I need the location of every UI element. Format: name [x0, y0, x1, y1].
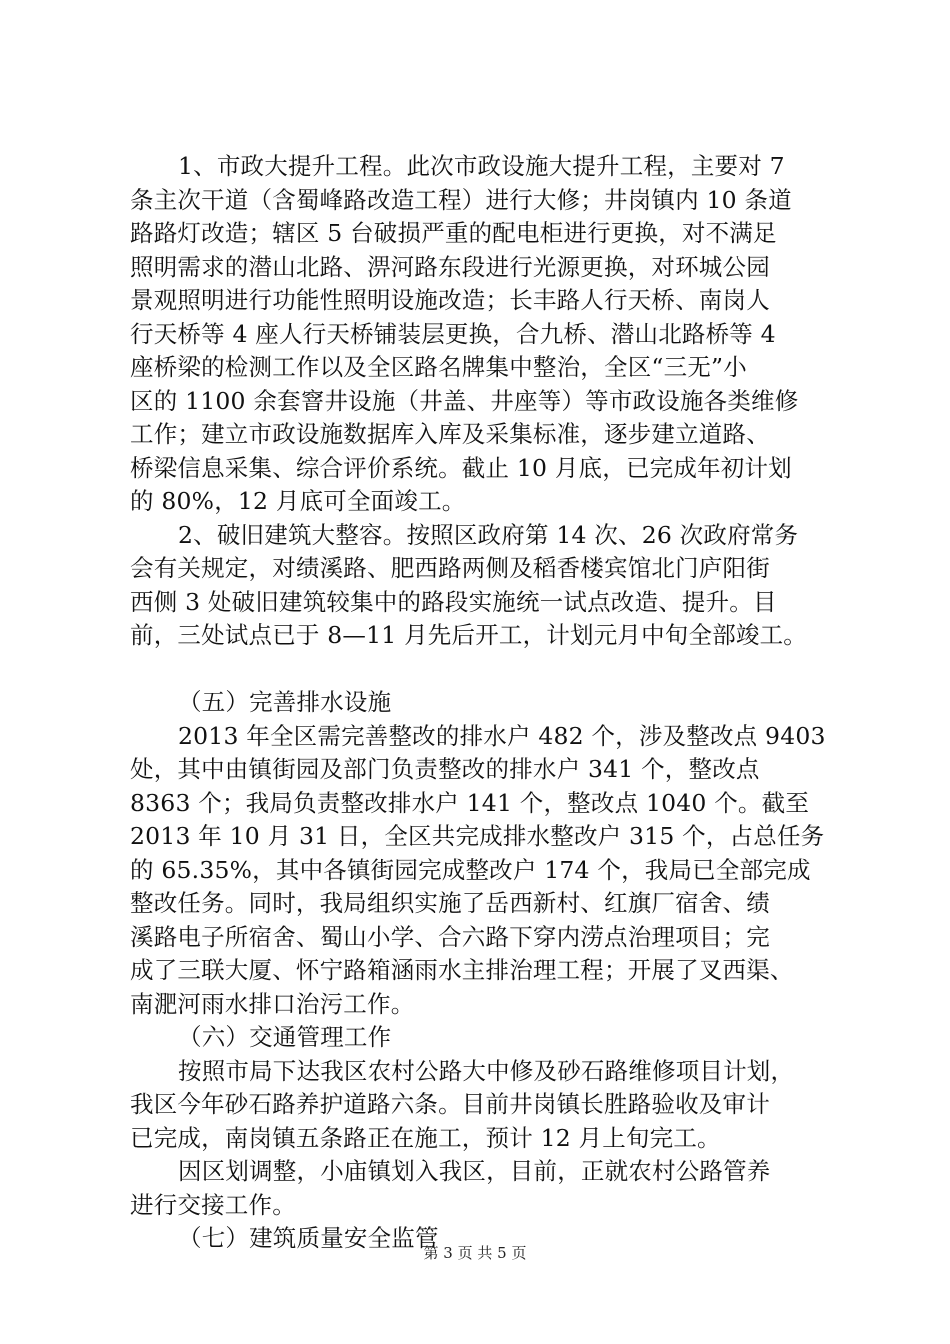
text-line: 西侧 3 处破旧建筑较集中的路段实施统一试点改造、提升。目 [130, 587, 777, 616]
text-line: 8363 个；我局负责整改排水户 141 个，整改点 1040 个。截至 [130, 788, 810, 817]
text-line: 进行交接工作。 [130, 1190, 296, 1219]
text-line: 区的 1100 余套窨井设施（井盖、井座等）等市政设施各类维修 [130, 386, 799, 415]
text-line: 照明需求的潜山北路、淠河路东段进行光源更换，对环城公园 [130, 252, 770, 281]
text-line: 桥梁信息采集、综合评价系统。截止 10 月底，已完成年初计划 [130, 453, 792, 482]
text-line: 我区今年砂石路养护道路六条。目前井岗镇长胜路验收及审计 [130, 1090, 770, 1118]
text-line: 南淝河雨水排口治污工作。 [130, 989, 415, 1018]
text-line: 2、破旧建筑大整容。按照区政府第 14 次、26 次政府常务 [178, 520, 799, 549]
text-line: 因区划调整，小庙镇划入我区，目前，正就农村公路管养 [178, 1157, 771, 1185]
text-line: 的 80%，12 月底可全面竣工。 [130, 487, 466, 515]
text-line: 整改任务。同时，我局组织实施了岳西新村、红旗厂宿舍、绩 [130, 889, 770, 917]
text-line: 座桥梁的检测工作以及全区路名牌集中整治，全区“三无”小 [130, 353, 747, 381]
blank-line [130, 653, 850, 687]
text-line: 路路灯改造；辖区 5 台破损严重的配电柜进行更换，对不满足 [130, 219, 777, 247]
text-line: （五）完善排水设施 [178, 688, 392, 716]
text-line: 处，其中由镇街园及部门负责整改的排水户 341 个，整改点 [130, 755, 760, 783]
text-line: 2013 年全区需完善整改的排水户 482 个，涉及整改点 9403 [178, 721, 826, 750]
text-line: 前，三处试点已于 8—11 月先后开工，计划元月中旬全部竣工。 [130, 621, 807, 649]
text-line: （七）建筑质量安全监管 [178, 1224, 439, 1252]
text-line: （六）交通管理工作 [178, 1023, 392, 1051]
page-footer: 第 3 页 共 5 页 [423, 1244, 527, 1262]
text-line: 工作；建立市政设施数据库入库及采集标准，逐步建立道路、 [130, 420, 770, 448]
text-line: 景观照明进行功能性照明设施改造；长丰路人行天桥、南岗人 [130, 286, 770, 314]
text-line: 的 65.35%，其中各镇街园完成整改户 174 个，我局已全部完成 [130, 855, 811, 884]
document-body [130, 150, 850, 1256]
text-line: 会有关规定，对绩溪路、肥西路两侧及稻香楼宾馆北门庐阳街 [130, 554, 770, 582]
text-line: 成了三联大厦、怀宁路箱涵雨水主排治理工程；开展了叉西渠、 [130, 956, 794, 984]
text-line: 已完成，南岗镇五条路正在施工，预计 12 月上旬完工。 [130, 1123, 721, 1152]
text-line: 溪路电子所宿舍、蜀山小学、合六路下穿内涝点治理项目；完 [130, 922, 770, 951]
text-line: 条主次干道（含蜀峰路改造工程）进行大修；井岗镇内 10 条道 [130, 185, 792, 214]
text-line: 按照市局下达我区农村公路大中修及砂石路维修项目计划， [178, 1056, 795, 1085]
text-line: 1、市政大提升工程。此次市政设施大提升工程，主要对 7 [178, 152, 785, 180]
text-line: 行天桥等 4 座人行天桥铺装层更换，合九桥、潜山北路桥等 4 [130, 319, 776, 348]
text-line: 2013 年 10 月 31 日，全区共完成排水整改户 315 个，占总任务 [130, 822, 825, 850]
